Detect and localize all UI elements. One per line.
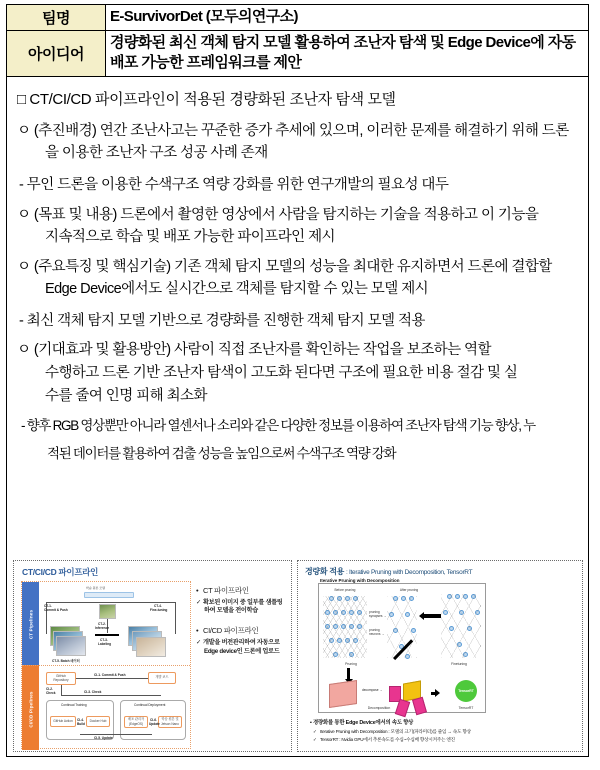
bullet-dot-icon: • xyxy=(196,626,199,636)
finetune-edges xyxy=(441,594,481,658)
ci5-line xyxy=(80,734,152,735)
github-repository-box: GitHub Repository xyxy=(46,672,76,685)
ct-hline-top xyxy=(46,602,176,603)
after-pruning-caption: After pruning xyxy=(399,587,419,592)
ci4-sublabel: Build xyxy=(77,721,85,726)
ct-dataset-thumb-3 xyxy=(56,636,86,656)
right-bullet-1 xyxy=(310,718,576,726)
slide-right-title-main: 경량화 적용 xyxy=(305,566,345,576)
ct-vline-right xyxy=(175,602,176,634)
ct-labeling-arrow xyxy=(95,634,119,637)
ci2-line xyxy=(61,685,62,695)
slide-lightweight-applied xyxy=(297,560,583,752)
check-icon: ✓ xyxy=(196,639,201,647)
github-action-box: GitHub Action xyxy=(50,716,76,727)
pruning-synapses-label: pruning synapses → xyxy=(369,609,387,618)
figure-area xyxy=(7,556,588,756)
ci6-sublabel: Update xyxy=(149,721,160,726)
check-icon: ✓ xyxy=(196,598,201,606)
decomp-part-3 xyxy=(412,696,427,714)
docker-hub-box: Docker Hub xyxy=(86,716,110,727)
pruning-decomposition-panel xyxy=(318,583,486,713)
right-bullet-1-label: 경량화를 통한 Edge Device에서의 속도 향상 xyxy=(313,720,414,726)
header-label-idea: 아이디어 xyxy=(7,31,106,77)
body-item-5-line1: ㅇ (기대효과 및 활용방안) 사람이 직접 조난자를 확인하는 작업을 보조하는 역할 xyxy=(17,342,491,359)
body-item-6-line1: - 향후 RGB 영상뿐만 아니라 열센서나 소리와 같은 다양한 정보를 이용하여 조난자 탐색 기능 향상, 누 xyxy=(21,418,535,434)
body-item-6-line2: 적된 데이터를 활용하여 검출 성능을 높임으로써 수색구조 역량 강화 xyxy=(47,446,396,462)
subbullet-ct-pipeline xyxy=(196,599,288,617)
continual-deployment-label: Continual Deployment xyxy=(134,702,166,707)
retrain-arrow-head xyxy=(419,612,424,620)
table-row-team xyxy=(7,5,589,31)
bullet-ct-pipeline-label: CT 파이프라인 xyxy=(203,585,249,595)
right-slide-bullets xyxy=(310,718,576,745)
ct-cicd-diagram xyxy=(21,581,191,749)
vbar-ct-label: CT Pipelines xyxy=(28,609,34,639)
ct1-label: CT-1. xyxy=(44,603,52,608)
pruning-neurons-label: pruning neurons → xyxy=(369,627,385,636)
ci3-line xyxy=(61,695,161,696)
ci5-label: CI-5. Update xyxy=(94,735,113,740)
ct-top-caption: 학습 원본 모델 xyxy=(86,585,106,590)
pruning-caption: Pruning xyxy=(345,661,357,666)
ct5-dataset-label: CT-5. Batch 데이터 xyxy=(52,658,80,663)
tensorrt-caption: TensorRT xyxy=(458,705,474,710)
spacer xyxy=(7,406,588,416)
bullet-cicd-pipeline-label: CI/CD 파이프라인 xyxy=(203,626,259,636)
ci2-label: CI-2. xyxy=(46,686,53,691)
ci1-label: CI-1. Commit & Push xyxy=(94,672,126,677)
header-table xyxy=(6,4,589,77)
body-item-0-line1: ㅇ (추진배경) 연간 조난사고는 꾸준한 증가 추세에 있으며, 이러한 문제를 해결하기 위해 드론 xyxy=(17,122,569,139)
body-item-5-line3: 수를 줄여 인명 피해 최소화 xyxy=(45,387,207,404)
right-bullet-2-label: Iterative Pruning with Decomposition : 모델의 크기(파라미터)를 줄임 → 속도 향상 xyxy=(320,728,471,734)
body-item-4-line1: - 최신 객체 탐지 모델 기반으로 경량화를 진행한 객체 탐지 모델 적용 xyxy=(19,312,425,329)
vbar-cicd-label: CI/CD Pipelines xyxy=(28,690,34,728)
tensorrt-badge: TensorRT xyxy=(455,680,477,702)
slide-right-title-sub: : Iterative Pruning with Decomposition, TensorRT xyxy=(346,568,473,576)
subbullet-cicd-pipeline-label: 개발을 버전관리하여 자동으로 Edge device인 드론에 업로드 xyxy=(203,639,280,656)
body-content-box xyxy=(6,77,589,757)
body-item-1-line1: - 무인 드론을 이용한 수색구조 역량 강화를 위한 연구개발의 필요성 대두 xyxy=(19,176,449,193)
body-item-3-line1: ㅇ (주요특징 및 핵심기술) 기존 객체 탐지 모델의 성능을 최대한 유지하면서 드론에 결합할 xyxy=(17,258,552,275)
retrain-arrow-body xyxy=(423,614,441,618)
subbullet-cicd-pipeline xyxy=(196,639,288,657)
header-value-team: E-SurvivorDet (모두의연구소) xyxy=(106,5,589,31)
bullet-ct-pipeline xyxy=(196,585,288,596)
left-slide-bullets xyxy=(196,585,288,658)
jetson-nano-box: 학습 원본 및 Jetson Nano xyxy=(158,716,182,728)
vbar-cicd-pipelines xyxy=(22,665,39,750)
continual-training-label: Continual Training xyxy=(61,702,87,707)
finetuning-caption: Finetuning xyxy=(451,661,467,666)
slide-right-title xyxy=(298,561,582,577)
pruning-panel-title: Iterative Pruning with Decomposition xyxy=(320,577,400,583)
check-icon: ✓ xyxy=(313,728,317,734)
subbullet-ct-pipeline-label: 확보된 이미지 중 일부를 샘플링하여 모델을 전이학습 xyxy=(203,598,283,615)
body-title: □ CT/CI/CD 파이프라인이 적용된 경량화된 조난자 탐색 모델 xyxy=(17,90,396,108)
edge-manager-box: 배포 관리자 (EdgeOS) xyxy=(124,716,148,728)
ci3-label: CI-3. Check xyxy=(84,689,102,694)
ct2-label: CT-2. xyxy=(98,621,106,626)
ci1-line xyxy=(76,678,148,679)
ct4-sublabel: Fine-tuning xyxy=(150,607,168,612)
ct-sample-image xyxy=(99,604,116,619)
right-bullet-3 xyxy=(310,737,576,743)
tensorrt-arrow-head xyxy=(435,689,440,697)
pipeline-divider xyxy=(22,665,190,666)
ci6-label: CI-6. xyxy=(150,717,157,722)
check-icon: ✓ xyxy=(313,736,317,742)
bullet-cicd-pipeline xyxy=(196,625,288,636)
ct1-sublabel: Commit & Push xyxy=(44,607,68,612)
body-item-0-line2: 을 이용한 조난자 구조 성공 사례 존재 xyxy=(45,145,268,162)
before-pruning-caption: Before pruning xyxy=(334,587,356,592)
ci4-label: CI-4. xyxy=(77,717,84,722)
body-item-5-line2: 수행하고 드론 기반 조난자 탐색이 고도화 된다면 구조에 필요한 비용 절감 및 실 xyxy=(45,365,518,381)
dev-code-box: 개발 코드 xyxy=(148,672,176,684)
body-item-3-line2: Edge Device에서도 실시간으로 객체를 탐지할 수 있는 모델 제시 xyxy=(45,281,429,298)
ct4-label: CT-4. xyxy=(154,603,162,608)
body-item-2-line1: ㅇ (목표 및 내용) 드론에서 촬영한 영상에서 사람을 탐지하는 기술을 적용하고 이 기능을 xyxy=(17,206,539,223)
table-row-idea xyxy=(7,31,589,77)
decompose-arrow-label: decompose → xyxy=(362,687,383,692)
vbar-ct-pipelines xyxy=(22,582,39,665)
header-value-idea: 경량화된 최신 객체 탐지 모델 활용하여 조난자 탐색 및 Edge Device에 자동 배포 가능한 프레임워크를 제안 xyxy=(106,31,589,77)
document-page xyxy=(0,4,600,770)
diagonal-arrow xyxy=(393,639,413,660)
down-arrow-body xyxy=(347,668,350,679)
right-bullet-2 xyxy=(310,729,576,735)
ct-input-bar xyxy=(84,592,134,598)
ct3-sublabel: Labeling xyxy=(98,641,112,646)
body-item-2-line2: 지속적으로 학습 및 배포 가능한 파이프라인 제시 xyxy=(45,229,336,246)
bullet-square-icon: ▪ xyxy=(310,720,312,726)
ct3-label: CT-3. xyxy=(100,637,108,642)
tensor-cube xyxy=(329,680,357,708)
header-label-team: 팀명 xyxy=(7,5,106,31)
ci2-sublabel: Check xyxy=(46,690,56,695)
slide-ct-cicd-pipeline xyxy=(13,560,292,752)
ct2-sublabel: Inference xyxy=(95,625,110,630)
decomposition-caption: Decomposition xyxy=(367,705,391,710)
right-bullet-3-label: TensorRT : Nvidia GPU에서 추론속도를 수십~수십배 향상시켜주는 엔진 xyxy=(320,736,455,742)
slide-left-title: CT/CI/CD 파이프라인 xyxy=(22,566,99,577)
ct-ft-thumb-3 xyxy=(136,637,166,657)
bullet-dot-icon: • xyxy=(196,585,199,595)
